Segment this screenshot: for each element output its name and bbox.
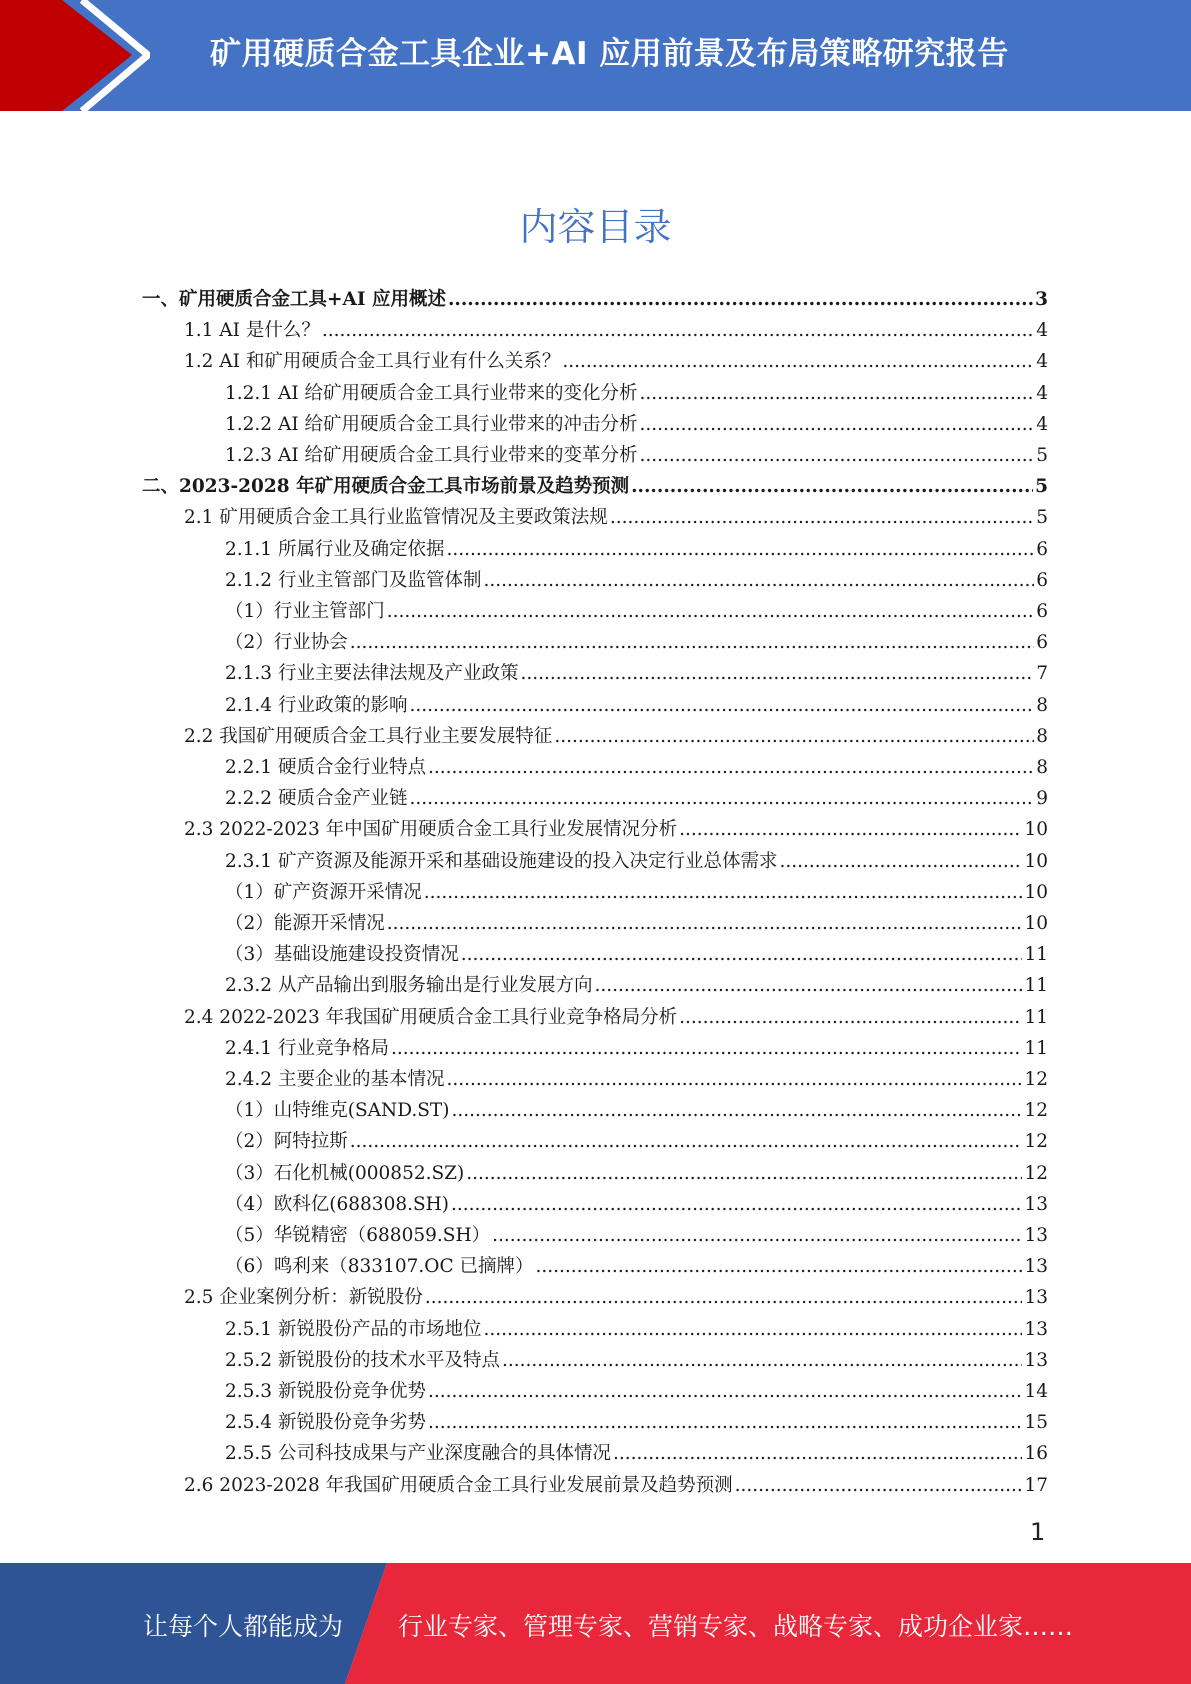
toc-entry[interactable] [225,970,1048,1001]
toc-entry[interactable] [225,1314,1048,1345]
toc-entry-page: 13 [1024,1318,1048,1340]
toc-entry-page: 13 [1024,1349,1048,1371]
toc-entry-label: 2.3 2022-2023 年中国矿用硬质合金工具行业发展情况分析 [184,819,678,841]
toc-entry[interactable] [225,1220,1048,1251]
toc-entry-page: 4 [1036,351,1048,373]
toc-dot-leader [483,565,1034,596]
toc-entry-label: （2）能源开采情况 [225,913,385,934]
toc-entry-label: 2.5.4 新锐股份竞争劣势 [225,1412,426,1434]
toc-dot-leader [779,846,1022,877]
toc-entry-page: 7 [1036,663,1048,685]
toc-entry-page: 3 [1035,289,1048,310]
footer-slogan-right: 行业专家、管理专家、营销专家、战略专家、成功企业家…… [398,1612,1074,1641]
toc-entry[interactable] [184,1002,1048,1033]
toc-entry-page: 12 [1024,1100,1048,1122]
toc-dot-leader [640,440,1035,471]
toc-entry-page: 8 [1036,694,1048,716]
toc-entry-page: 4 [1036,320,1048,342]
toc-dot-leader [640,378,1035,409]
toc-dot-leader [322,315,1034,346]
toc-entry[interactable] [225,1438,1048,1469]
toc-entry[interactable] [225,877,1048,908]
toc-entry-page: 5 [1035,476,1048,498]
page-number: 1 [1030,1518,1046,1546]
toc-entry-page: 6 [1036,601,1048,622]
toc-entry-page: 6 [1036,538,1048,560]
toc-dot-leader [425,1282,1023,1313]
toc-heading: 内容目录 [519,205,672,249]
toc-dot-leader [446,1064,1022,1095]
toc-entry-label: 1.1 AI 是什么？ [184,320,320,342]
toc-entry[interactable] [225,939,1048,970]
toc-entry[interactable] [225,908,1048,939]
toc-dot-leader [350,1126,1023,1157]
toc-dot-leader [448,284,1033,315]
toc-entry-label: （4）欧科亿(688308.SH) [225,1193,450,1215]
toc-entry-label: （3）石化机械(000852.SZ) [225,1162,465,1184]
toc-entry-label: 二、2023-2028 年矿用硬质合金工具市场前景及趋势预测 [142,476,630,498]
toc-entry-page: 13 [1024,1193,1048,1215]
toc-entry-label: 一、矿用硬质合金工具+AI 应用概述 [142,289,446,310]
toc-entry[interactable] [142,471,1048,502]
toc-entry[interactable] [184,502,1048,533]
toc-entry[interactable] [184,1470,1048,1501]
toc-entry-page: 8 [1036,757,1048,778]
toc-entry[interactable] [225,409,1048,440]
toc-entry-label: 2.4.2 主要企业的基本情况 [225,1069,445,1090]
toc-entry[interactable] [184,814,1048,845]
toc-entry-label: （6）鸣利来（833107.OC 已摘牌） [225,1256,534,1278]
toc-entry-label: 2.1.4 行业政策的影响 [225,694,408,716]
header-arrow-decoration [0,0,150,111]
toc-entry-label: 1.2 AI 和矿用硬质合金工具行业有什么关系？ [184,351,561,373]
toc-entry-label: 2.3.1 矿产资源及能源开采和基础设施建设的投入决定行业总体需求 [225,850,778,872]
report-title: 矿用硬质合金工具企业+AI 应用前景及布局策略研究报告 [210,36,1009,72]
toc-entry[interactable] [225,1064,1048,1095]
toc-entry[interactable] [225,1158,1048,1189]
toc-entry[interactable] [142,284,1048,315]
toc-entry-label: （1）行业主管部门 [225,601,385,622]
toc-dot-leader [428,1407,1022,1438]
toc-entry-label: 2.1 矿用硬质合金工具行业监管情况及主要政策法规 [184,507,608,529]
toc-entry-page: 10 [1024,881,1048,903]
toc-entry[interactable] [184,315,1048,346]
toc-entry-label: 2.1.3 行业主要法律法规及产业政策 [225,663,519,685]
toc-entry-page: 10 [1024,850,1048,872]
toc-entry-page: 15 [1024,1412,1048,1434]
toc-dot-leader [409,783,1034,814]
footer-banner [0,1563,1191,1684]
toc-entry[interactable] [225,596,1048,627]
toc-entry[interactable] [225,690,1048,721]
toc-entry-page: 6 [1036,569,1048,591]
toc-dot-leader [679,814,1022,845]
toc-dot-leader [679,1002,1022,1033]
toc-entry-page: 13 [1024,1287,1048,1309]
toc-dot-leader [428,1376,1022,1407]
toc-entry-page: 11 [1024,1037,1048,1059]
toc-dot-leader [424,877,1023,908]
toc-entry-label: （1）山特维克(SAND.ST) [225,1100,450,1122]
toc-entry-page: 12 [1024,1069,1048,1090]
toc-entry-label: 1.2.2 AI 给矿用硬质合金工具行业带来的冲击分析 [225,413,638,435]
footer-slogan-left: 让每个人都能成为 [143,1612,344,1641]
toc-entry[interactable] [225,1345,1048,1376]
toc-entry-label: 2.5 企业案例分析：新锐股份 [184,1287,423,1309]
toc-dot-leader [535,1251,1022,1282]
toc-dot-leader [594,970,1022,1001]
toc-entry-label: 2.2.1 硬质合金行业特点 [225,757,426,778]
toc-dot-leader [451,1189,1022,1220]
toc-entry-label: 2.1.2 行业主管部门及监管体制 [225,569,482,591]
toc-entry[interactable] [225,1407,1048,1438]
toc-entry-page: 13 [1024,1225,1048,1246]
toc-entry[interactable] [225,1376,1048,1407]
toc-entry-label: 2.2 我国矿用硬质合金工具行业主要发展特征 [184,725,553,747]
toc-entry[interactable] [225,1095,1048,1126]
toc-entry-label: 2.1.1 所属行业及确定依据 [225,538,445,560]
toc-dot-leader [350,627,1034,658]
toc-dot-leader [735,1470,1023,1501]
toc-entry-label: 1.2.1 AI 给矿用硬质合金工具行业带来的变化分析 [225,382,638,404]
toc-entry[interactable] [225,1033,1048,1064]
toc-entry[interactable] [225,378,1048,409]
toc-entry-label: 1.2.3 AI 给矿用硬质合金工具行业带来的变革分析 [225,445,638,466]
toc-entry-label: （1）矿产资源开采情况 [225,881,422,903]
toc-dot-leader [387,908,1023,939]
toc-entry[interactable] [225,1189,1048,1220]
toc-entry-label: （3）基础设施建设投资情况 [225,944,459,966]
toc-entry-label: 2.5.1 新锐股份产品的市场地位 [225,1318,482,1340]
toc-dot-leader [409,690,1034,721]
toc-dot-leader [428,752,1034,783]
toc-dot-leader [483,1314,1022,1345]
toc-dot-leader [610,502,1034,533]
toc-entry[interactable] [225,565,1048,596]
toc-entry-page: 11 [1024,944,1048,966]
toc-entry-label: 2.5.2 新锐股份的技术水平及特点 [225,1349,500,1371]
toc-dot-leader [446,534,1034,565]
toc-entry-label: 2.4.1 行业竞争格局 [225,1037,389,1059]
toc-entry-page: 9 [1036,788,1048,810]
toc-entry[interactable] [225,658,1048,689]
toc-entry[interactable] [225,783,1048,814]
toc-entry-page: 8 [1036,725,1048,747]
toc-dot-leader [502,1345,1022,1376]
toc-entry-label: （2）行业协会 [225,632,348,654]
toc-dot-leader [387,596,1034,627]
toc-dot-leader [640,409,1035,440]
toc-entry-page: 6 [1036,632,1048,654]
toc-entry-page: 14 [1024,1381,1048,1402]
toc-entry-page: 17 [1024,1474,1048,1496]
toc-entry-page: 10 [1024,913,1048,934]
toc-entry-page: 12 [1024,1131,1048,1153]
toc-dot-leader [466,1158,1022,1189]
toc-entry-label: 2.5.5 公司科技成果与产业深度融合的具体情况 [225,1443,611,1465]
toc-entry[interactable] [225,440,1048,471]
toc-entry-page: 10 [1024,819,1048,841]
toc-entry[interactable] [184,1282,1048,1313]
toc-entry-page: 11 [1024,1006,1048,1028]
toc-dot-leader [492,1220,1022,1251]
toc-entry[interactable] [225,534,1048,565]
toc-entry-page: 12 [1024,1162,1048,1184]
toc-entry-label: 2.3.2 从产品输出到服务输出是行业发展方向 [225,975,593,997]
report-header-banner [0,0,1191,111]
toc-dot-leader [391,1033,1022,1064]
toc-entry-page: 5 [1036,507,1048,529]
toc-entry-label: （2）阿特拉斯 [225,1131,348,1153]
toc-entry-label: 2.6 2023-2028 年我国矿用硬质合金工具行业发展前景及趋势预测 [184,1474,733,1496]
toc-entry-page: 11 [1024,975,1048,997]
toc-entry-label: 2.2.2 硬质合金产业链 [225,788,408,810]
toc-entry[interactable] [225,752,1048,783]
toc-entry-label: （5）华锐精密（688059.SH） [225,1225,491,1246]
toc-entry-page: 13 [1024,1256,1048,1278]
toc-entry-label: 2.4 2022-2023 年我国矿用硬质合金工具行业竞争格局分析 [184,1006,678,1028]
toc-entry-page: 5 [1036,445,1048,466]
toc-dot-leader [562,346,1034,377]
toc-dot-leader [520,658,1034,689]
toc-dot-leader [631,471,1033,502]
toc-entry[interactable] [184,346,1048,377]
toc-entry-page: 4 [1036,382,1048,404]
toc-entry[interactable] [225,627,1048,658]
toc-dot-leader [461,939,1023,970]
toc-entry[interactable] [184,721,1048,752]
toc-entry-label: 2.5.3 新锐股份竞争优势 [225,1381,426,1402]
toc-dot-leader [554,721,1034,752]
toc-dot-leader [452,1095,1023,1126]
toc-entry-page: 4 [1036,413,1048,435]
toc-entry-page: 16 [1024,1443,1048,1465]
toc-entry[interactable] [225,1126,1048,1157]
toc-dot-leader [613,1438,1022,1469]
toc-entry[interactable] [225,846,1048,877]
toc-entry[interactable] [225,1251,1048,1282]
